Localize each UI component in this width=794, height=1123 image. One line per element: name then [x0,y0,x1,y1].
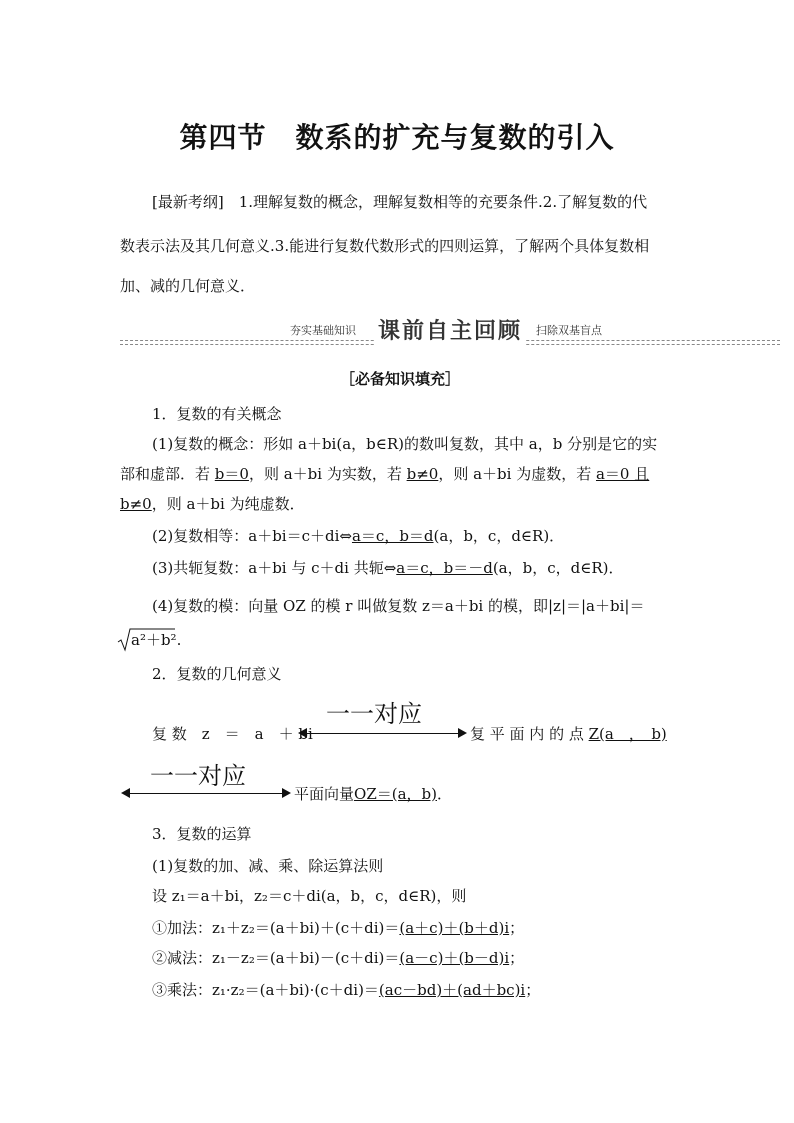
s3-subheading: (1)复数的加、减、乘、除运算法则 [152,857,384,875]
s1-p2: (2)复数相等：a＋bi＝c＋di⇔a＝c，b＝d(a，b，c，d∈R)． [152,527,565,545]
bidirectional-arrow-2 [128,793,286,794]
s1-p3: (3)共轭复数：a＋bi 与 c＋di 共轭⇔a＝c，b＝－d(a，b，c，d∈R)． [152,559,624,577]
correspond-label-2: 一一对应 [150,762,246,790]
correspond-label-1: 一一对应 [326,700,422,728]
complex-number-label: 复 数 z ＝ a ＋ bi [152,725,313,743]
complex-plane-point-label: 复 平 面 内 的 点 Z(a ， b) [470,725,667,743]
s1-p4-line1: (4)复数的模：向量 OZ 的模 r 叫做复数 z＝a＋bi 的模，即|z|＝|a＋bi|＝ [152,597,645,615]
s1-p1-line3: b≠0，则 a＋bi 为纯虚数． [120,495,305,513]
plane-vector-label: 平面向量OZ＝(a，b)． [294,785,453,803]
page-title: 第四节 数系的扩充与复数的引入 [179,121,615,154]
section-header: ［必备知识填充］ [340,370,461,388]
outline-line-2: 数表示法及其几何意义.3.能进行复数代数形式的四则运算，了解两个具体复数相 [120,237,650,255]
s2-heading: 2．复数的几何意义 [152,665,282,683]
arrow-right-head-icon [458,728,467,738]
s3-heading: 3．复数的运算 [152,825,252,843]
outline-line-3: 加、减的几何意义． [120,277,256,295]
bidirectional-arrow-1 [305,733,461,734]
s3-setup: 设 z₁＝a＋bi，z₂＝c＋di(a，b，c，d∈R)，则 [152,887,467,905]
s1-p1-line2: 部和虚部．若 b＝0，则 a＋bi 为实数，若 b≠0，则 a＋bi 为虚数，若 a＝0 且 [120,465,650,483]
s3-addition: ①加法：z₁＋z₂＝(a＋bi)＋(c＋di)＝(a＋c)＋(b＋d)i； [152,919,525,937]
s1-heading: 1．复数的有关概念 [152,405,282,423]
banner-title: 课前自主回顾 [374,314,526,345]
s3-multiplication: ③乘法：z₁·z₂＝(a＋bi)·(c＋di)＝(ac－bd)＋(ad＋bc)i； [152,981,541,999]
outline-line-1: [最新考纲] 1.理解复数的概念，理解复数相等的充要条件.2.了解复数的代 [152,193,648,211]
arrow-right-head-icon [282,788,291,798]
s1-p4-line2: a²＋b². [131,631,182,649]
s3-subtraction: ②减法：z₁－z₂＝(a＋bi)－(c＋di)＝(a－c)＋(b－d)i； [152,949,525,967]
s1-p1-line1: (1)复数的概念：形如 a＋bi(a，b∈R)的数叫复数，其中 a，b 分别是它的实 [152,435,658,453]
banner-left-text: 夯实基础知识 [290,324,356,337]
banner-right-text: 扫除双基盲点 [536,324,602,337]
